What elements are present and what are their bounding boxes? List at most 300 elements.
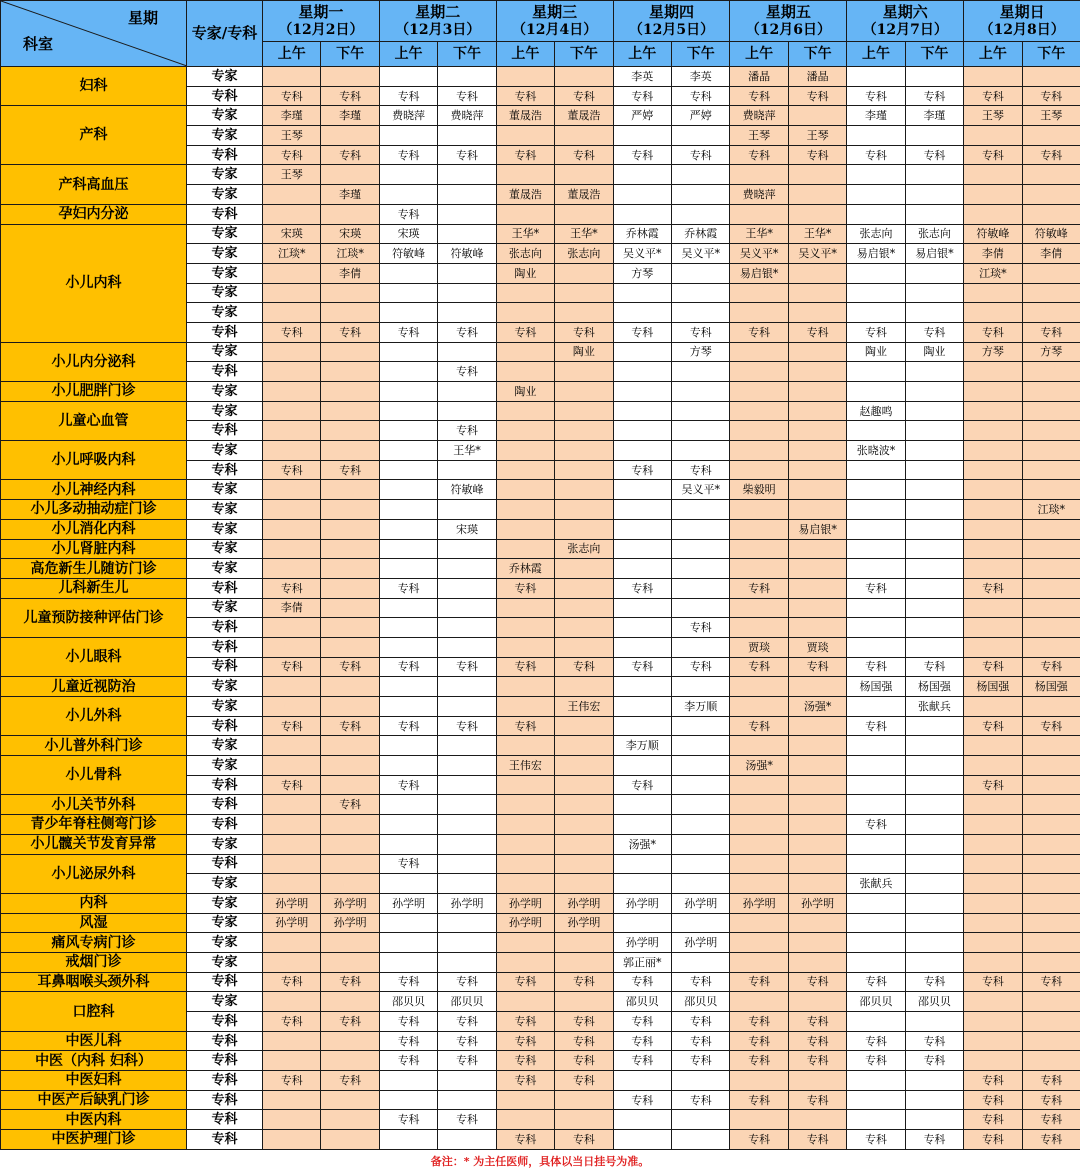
schedule-cell [438,637,496,657]
schedule-cell: 专科 [672,1090,730,1110]
schedule-cell [1022,165,1080,185]
schedule-cell [263,342,321,362]
clinic-type: 专家 [187,834,263,854]
schedule-cell [847,933,905,953]
schedule-cell [613,480,671,500]
department-name: 小儿呼吸内科 [1,441,187,480]
schedule-cell [964,185,1022,205]
department-name: 妇科 [1,67,187,106]
schedule-cell [321,283,379,303]
schedule-cell [263,480,321,500]
schedule-cell [613,874,671,894]
schedule-cell [672,500,730,520]
schedule-row [1,382,1080,402]
schedule-cell: 乔林霞 [672,224,730,244]
clinic-type: 专科 [187,1031,263,1051]
schedule-row [1,342,1080,362]
schedule-cell: 专科 [438,145,496,165]
corner-diagonal-line [1,1,187,66]
schedule-cell: 专科 [438,322,496,342]
schedule-cell: 专科 [730,716,788,736]
schedule-cell [964,598,1022,618]
schedule-cell: 董晟浩 [496,185,554,205]
schedule-cell: 孙学明 [555,913,613,933]
schedule-cell [438,382,496,402]
schedule-cell [438,815,496,835]
schedule-cell [263,992,321,1012]
schedule-row [1,697,1080,717]
schedule-cell [905,578,963,598]
schedule-cell [788,185,846,205]
schedule-cell: 吴义平* [788,244,846,264]
schedule-cell [379,519,437,539]
schedule-cell [847,559,905,579]
header-pm: 下午 [905,42,963,67]
schedule-cell [613,185,671,205]
schedule-cell [788,1071,846,1091]
schedule-cell: 专科 [496,1071,554,1091]
schedule-cell [613,697,671,717]
day-date: （12月7日） [862,22,948,38]
schedule-cell [496,539,554,559]
schedule-cell [263,441,321,461]
schedule-cell: 专科 [555,86,613,106]
schedule-cell: 专科 [321,1071,379,1091]
schedule-cell [496,637,554,657]
schedule-cell: 专科 [438,972,496,992]
schedule-cell: 方琴 [613,263,671,283]
schedule-cell [788,539,846,559]
schedule-cell: 方琴 [672,342,730,362]
schedule-cell [379,677,437,697]
clinic-type: 专家 [187,756,263,776]
clinic-type: 专家 [187,342,263,362]
schedule-cell [555,165,613,185]
schedule-row [1,1110,1080,1130]
schedule-cell [905,460,963,480]
day-date: （12月6日） [745,22,831,38]
schedule-cell: 专科 [263,460,321,480]
schedule-cell: 专科 [730,1051,788,1071]
schedule-cell [905,834,963,854]
schedule-cell: 专科 [379,145,437,165]
schedule-cell: 专科 [730,1031,788,1051]
schedule-cell [788,716,846,736]
schedule-cell [438,263,496,283]
department-name: 内科 [1,893,187,913]
schedule-cell: 专科 [438,362,496,382]
schedule-cell: 符敏峰 [379,244,437,264]
schedule-cell: 王华* [496,224,554,244]
schedule-cell [788,401,846,421]
schedule-cell: 专科 [672,1051,730,1071]
schedule-cell: 专科 [496,716,554,736]
schedule-cell: 邵贝贝 [438,992,496,1012]
schedule-cell: 专科 [672,460,730,480]
schedule-cell [496,795,554,815]
schedule-cell [905,126,963,146]
schedule-cell [613,421,671,441]
schedule-cell [964,637,1022,657]
schedule-cell [847,460,905,480]
schedule-cell: 杨国强 [847,677,905,697]
schedule-cell [905,185,963,205]
schedule-cell: 李倩 [1022,244,1080,264]
schedule-cell: 孙学明 [555,893,613,913]
schedule-cell [672,1110,730,1130]
schedule-cell: 专科 [964,716,1022,736]
schedule-cell [496,126,554,146]
schedule-cell [496,834,554,854]
schedule-cell [730,874,788,894]
schedule-cell [263,519,321,539]
schedule-cell [847,263,905,283]
schedule-cell [672,165,730,185]
schedule-cell [1022,1031,1080,1051]
schedule-row [1,1071,1080,1091]
schedule-cell [847,854,905,874]
schedule-cell: 专科 [672,322,730,342]
schedule-cell [321,1130,379,1150]
schedule-cell [964,618,1022,638]
schedule-cell [555,283,613,303]
schedule-cell: 宋瑛 [438,519,496,539]
schedule-cell [263,815,321,835]
header-day-tue [379,1,496,42]
schedule-cell [613,382,671,402]
clinic-type: 专家 [187,736,263,756]
schedule-cell: 专科 [1022,972,1080,992]
schedule-cell [263,303,321,323]
schedule-cell: 专科 [321,460,379,480]
schedule-cell: 专科 [613,86,671,106]
schedule-cell [555,677,613,697]
schedule-cell: 专科 [847,1051,905,1071]
schedule-cell [263,362,321,382]
schedule-cell [613,342,671,362]
schedule-cell [263,697,321,717]
schedule-cell: 孙学明 [672,933,730,953]
schedule-cell [847,893,905,913]
schedule-cell [379,500,437,520]
schedule-cell [847,1071,905,1091]
schedule-cell [321,598,379,618]
schedule-cell: 专科 [964,145,1022,165]
schedule-cell: 孙学明 [496,893,554,913]
schedule-cell: 邵贝贝 [905,992,963,1012]
schedule-cell [847,204,905,224]
schedule-cell [788,165,846,185]
schedule-cell [263,834,321,854]
schedule-cell: 专科 [788,322,846,342]
schedule-cell [263,637,321,657]
header-am: 上午 [263,42,321,67]
schedule-cell: 张志向 [496,244,554,264]
schedule-cell: 专科 [263,322,321,342]
schedule-cell: 吴义平* [672,244,730,264]
department-name: 小儿多动抽动症门诊 [1,500,187,520]
schedule-cell: 专科 [905,322,963,342]
schedule-cell [847,598,905,618]
schedule-cell: 专科 [613,972,671,992]
schedule-cell: 专科 [788,657,846,677]
schedule-cell [496,303,554,323]
schedule-cell: 孙学明 [321,893,379,913]
schedule-cell [672,913,730,933]
schedule-cell: 专科 [613,1012,671,1032]
clinic-type: 专家 [187,598,263,618]
schedule-cell: 专科 [555,972,613,992]
schedule-row [1,1090,1080,1110]
schedule-cell: 张献兵 [905,697,963,717]
schedule-cell [379,303,437,323]
schedule-cell [905,795,963,815]
schedule-cell [613,441,671,461]
schedule-cell: 专科 [788,145,846,165]
schedule-cell [730,775,788,795]
schedule-cell [379,933,437,953]
schedule-cell [496,342,554,362]
department-name: 儿童心血管 [1,401,187,440]
schedule-cell [905,874,963,894]
schedule-cell [964,539,1022,559]
schedule-cell: 专科 [788,1090,846,1110]
schedule-cell [321,204,379,224]
schedule-cell [263,382,321,402]
schedule-cell: 吴义平* [672,480,730,500]
schedule-cell [321,874,379,894]
schedule-cell: 专科 [672,86,730,106]
schedule-cell [1022,854,1080,874]
schedule-cell [672,736,730,756]
schedule-cell [555,992,613,1012]
schedule-cell [730,815,788,835]
schedule-cell: 专科 [672,972,730,992]
schedule-cell [905,756,963,776]
department-name: 小儿肥胖门诊 [1,382,187,402]
schedule-cell [672,539,730,559]
department-name: 中医（内科 妇科） [1,1051,187,1071]
schedule-cell: 专科 [496,145,554,165]
schedule-cell [905,263,963,283]
schedule-cell: 专科 [964,775,1022,795]
schedule-row [1,913,1080,933]
schedule-cell: 邵贝贝 [672,992,730,1012]
schedule-cell [905,1090,963,1110]
schedule-cell: 专科 [379,578,437,598]
schedule-cell [379,815,437,835]
schedule-cell [672,775,730,795]
schedule-cell [321,815,379,835]
schedule-cell [555,1110,613,1130]
schedule-cell [555,519,613,539]
schedule-cell [438,677,496,697]
header-am: 上午 [496,42,554,67]
schedule-cell [263,1110,321,1130]
schedule-cell: 专科 [613,1090,671,1110]
schedule-cell: 王琴 [263,126,321,146]
schedule-cell: 江琰* [964,263,1022,283]
schedule-cell: 专科 [730,86,788,106]
schedule-cell [964,756,1022,776]
schedule-cell [788,913,846,933]
schedule-cell [555,854,613,874]
schedule-cell [788,106,846,126]
schedule-cell [438,401,496,421]
clinic-type: 专科 [187,775,263,795]
schedule-cell [847,67,905,87]
schedule-cell [964,283,1022,303]
schedule-cell [263,263,321,283]
schedule-cell [788,677,846,697]
schedule-cell [730,382,788,402]
schedule-row [1,519,1080,539]
clinic-type: 专家 [187,992,263,1012]
schedule-cell [1022,519,1080,539]
schedule-cell [321,67,379,87]
day-name: 星期四 [649,3,695,21]
schedule-cell [672,126,730,146]
schedule-cell: 易启银* [905,244,963,264]
schedule-cell: 专科 [847,972,905,992]
schedule-cell [1022,913,1080,933]
schedule-cell [555,598,613,618]
clinic-type: 专科 [187,795,263,815]
schedule-cell: 专科 [438,86,496,106]
schedule-cell: 李瑾 [847,106,905,126]
schedule-cell [672,874,730,894]
schedule-cell: 专科 [263,1012,321,1032]
department-name: 小儿外科 [1,697,187,736]
clinic-type: 专科 [187,322,263,342]
clinic-type: 专科 [187,86,263,106]
schedule-cell: 宋瑛 [379,224,437,244]
schedule-cell [379,834,437,854]
schedule-cell [788,854,846,874]
schedule-cell: 王琴 [1022,106,1080,126]
schedule-cell [847,736,905,756]
schedule-cell: 专科 [788,1130,846,1150]
schedule-cell [905,362,963,382]
schedule-cell [905,736,963,756]
schedule-cell [672,519,730,539]
schedule-cell [321,559,379,579]
schedule-cell [496,697,554,717]
schedule-cell: 专科 [496,1012,554,1032]
schedule-cell [1022,736,1080,756]
schedule-cell: 专科 [905,1051,963,1071]
schedule-cell [613,401,671,421]
schedule-cell: 专科 [321,86,379,106]
schedule-cell: 王伟宏 [555,697,613,717]
schedule-cell [496,736,554,756]
schedule-cell [613,204,671,224]
schedule-row [1,500,1080,520]
schedule-cell [379,1071,437,1091]
schedule-cell [964,992,1022,1012]
schedule-cell [321,165,379,185]
clinic-type: 专家 [187,106,263,126]
schedule-cell [321,578,379,598]
schedule-cell [438,126,496,146]
clinic-type: 专科 [187,1110,263,1130]
schedule-cell [555,933,613,953]
schedule-cell: 费晓萍 [730,106,788,126]
schedule-row [1,1051,1080,1071]
schedule-cell: 专科 [321,716,379,736]
schedule-cell [496,500,554,520]
clinic-type: 专科 [187,972,263,992]
schedule-cell: 宋瑛 [263,224,321,244]
schedule-cell [321,834,379,854]
schedule-cell [788,441,846,461]
schedule-cell: 杨国强 [905,677,963,697]
schedule-cell [905,913,963,933]
schedule-cell [672,1071,730,1091]
schedule-cell: 王琴 [788,126,846,146]
schedule-cell [496,165,554,185]
day-date: （12月8日） [979,22,1065,38]
schedule-cell [964,204,1022,224]
schedule-cell [730,401,788,421]
schedule-cell [496,598,554,618]
schedule-cell [263,1051,321,1071]
schedule-cell [847,913,905,933]
schedule-cell [496,362,554,382]
header-corner [1,1,187,67]
schedule-cell [379,1090,437,1110]
schedule-cell: 专科 [496,322,554,342]
schedule-cell: 潘晶 [730,67,788,87]
schedule-cell [555,834,613,854]
schedule-cell [672,401,730,421]
schedule-cell [555,756,613,776]
clinic-type: 专科 [187,1130,263,1150]
schedule-cell: 专科 [321,1012,379,1032]
schedule-cell [672,952,730,972]
clinic-type: 专家 [187,224,263,244]
header-day-mon [263,1,380,42]
schedule-cell [964,303,1022,323]
department-name: 小儿普外科门诊 [1,736,187,756]
department-name: 儿童近视防治 [1,677,187,697]
schedule-cell [788,283,846,303]
day-name: 星期二 [415,3,461,21]
schedule-cell: 专科 [613,578,671,598]
schedule-cell: 专科 [730,145,788,165]
schedule-cell: 专科 [788,1051,846,1071]
schedule-cell [321,854,379,874]
department-name: 儿童预防接种评估门诊 [1,598,187,637]
schedule-cell: 专科 [321,972,379,992]
schedule-row [1,559,1080,579]
schedule-cell [496,480,554,500]
schedule-cell [555,637,613,657]
schedule-cell: 专科 [496,1031,554,1051]
schedule-row [1,539,1080,559]
schedule-cell [847,618,905,638]
schedule-cell [321,1031,379,1051]
schedule-cell: 专科 [847,578,905,598]
schedule-cell: 专科 [788,1012,846,1032]
clinic-type: 专家 [187,952,263,972]
schedule-cell [905,382,963,402]
schedule-cell: 专科 [788,1031,846,1051]
department-name: 小儿髋关节发育异常 [1,834,187,854]
header-pm: 下午 [321,42,379,67]
schedule-cell [1022,1012,1080,1032]
schedule-cell: 方琴 [1022,342,1080,362]
